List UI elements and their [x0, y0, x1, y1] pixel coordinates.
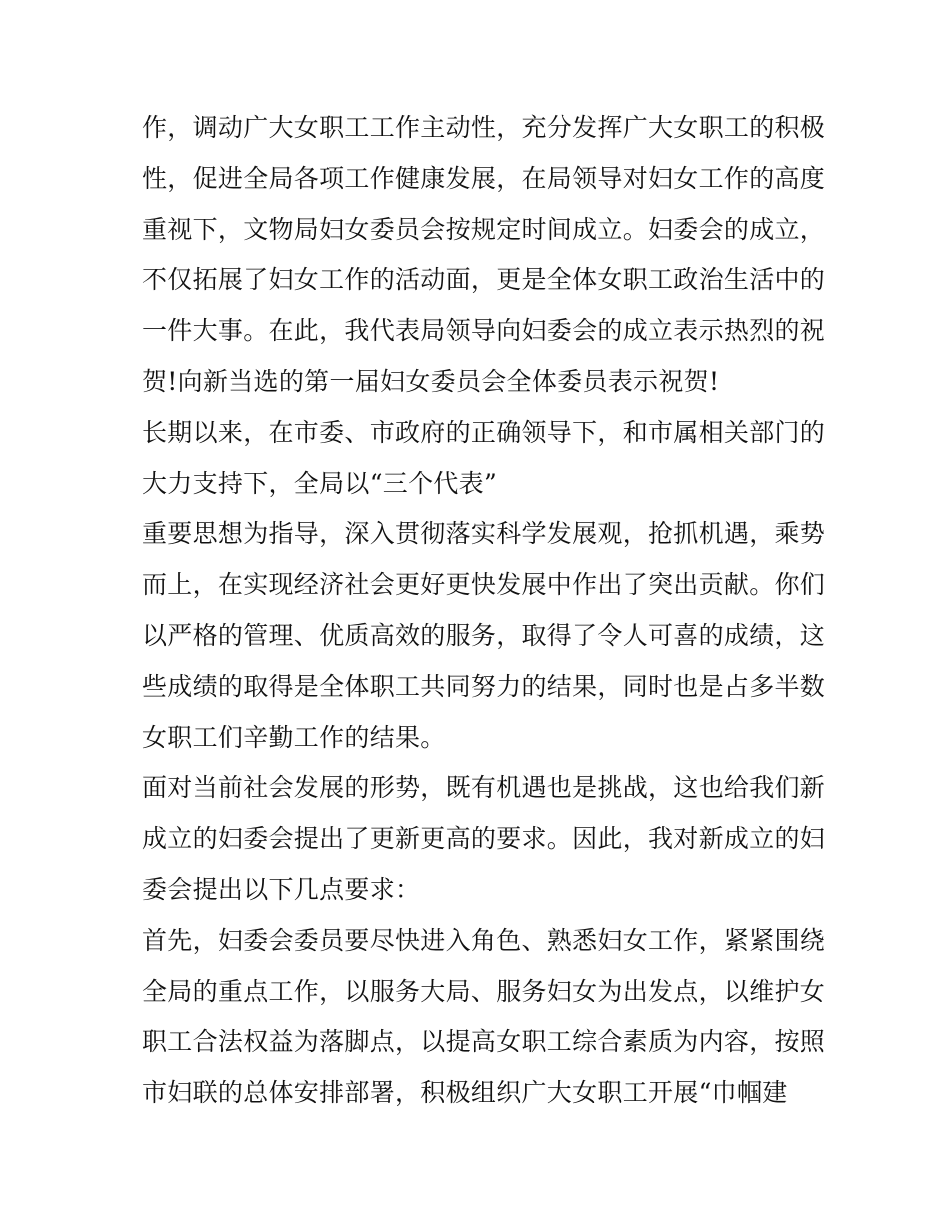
document-page: [142, 103, 826, 1119]
text-line: 一件大事。在此，我代表局领导向妇委会的成立表示热烈的祝: [142, 316, 826, 346]
text-line: 不仅拓展了妇女工作的活动面，更是全体女职工政治生活中的: [142, 265, 826, 295]
text-line: 面对当前社会发展的形势，既有机遇也是挑战，这也给我们新: [142, 773, 826, 803]
text-line: 贺!向新当选的第一届妇女委员会全体委员表示祝贺!: [142, 366, 720, 396]
text-line: 职工合法权益为落脚点，以提高女职工综合素质为内容，按照: [142, 1027, 826, 1057]
text-line: 全局的重点工作，以服务大局、服务妇女为出发点，以维护女: [142, 976, 826, 1006]
text-line: 重视下，文物局妇女委员会按规定时间成立。妇委会的成立，: [142, 214, 826, 244]
text-line: 大力支持下，全局以“三个代表”: [142, 468, 498, 498]
text-line: 些成绩的取得是全体职工共同努力的结果，同时也是占多半数: [142, 671, 826, 701]
text-line: 性，促进全局各项工作健康发展，在局领导对妇女工作的高度: [142, 163, 826, 193]
text-line: 长期以来，在市委、市政府的正确领导下，和市属相关部门的: [142, 417, 826, 447]
text-line: 作，调动广大女职工工作主动性，充分发挥广大女职工的积极: [142, 113, 826, 142]
text-line: 市妇联的总体安排部署，积极组织广大女职工开展“巾帼建: [142, 1078, 788, 1108]
text-line: 委会提出以下几点要求：: [142, 874, 421, 904]
text-line: 而上，在实现经济社会更好更快发展中作出了突出贡献。你们: [142, 570, 826, 600]
text-line: 女职工们辛勤工作的结果。: [142, 722, 446, 752]
text-line: 首先，妇委会委员要尽快进入角色、熟悉妇女工作，紧紧围绕: [142, 925, 826, 955]
text-line: 以严格的管理、优质高效的服务，取得了令人可喜的成绩，这: [142, 620, 826, 650]
text-line: 重要思想为指导，深入贯彻落实科学发展观，抢抓机遇，乘势: [142, 519, 826, 549]
text-line: 成立的妇委会提出了更新更高的要求。因此，我对新成立的妇: [142, 824, 826, 854]
